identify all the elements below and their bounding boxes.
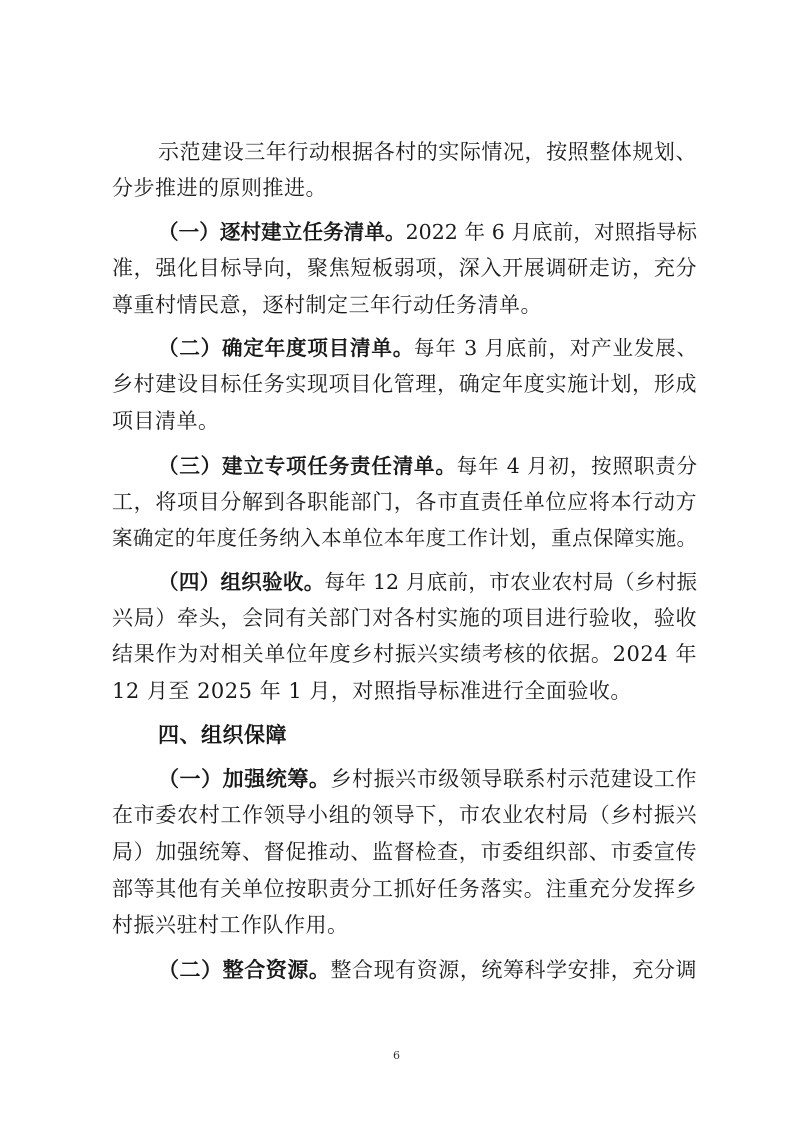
text-line-last: 村振兴驻村工作队作用。 xyxy=(112,913,349,937)
section-subheading: （四）组织验收。 xyxy=(158,570,325,594)
section-heading: 四、组织保障 xyxy=(158,723,287,747)
text-line: 局）加强统筹、督促推动、监督检查，市委组织部、市委宣传 xyxy=(112,840,697,864)
paragraph-first-line xyxy=(158,451,697,481)
paragraph-first-line xyxy=(158,333,697,363)
paragraph-text: 整合现有资源，统筹科学安排，充分调 xyxy=(330,958,697,982)
text-line: 在市委农村工作领导小组的领导下，市农业农村局（乡村振兴 xyxy=(112,803,697,827)
text-line: 兴局）牵头，会同有关部门对各村实施的项目进行验收，验收 xyxy=(112,606,697,630)
paragraph-first-line xyxy=(158,764,697,794)
section-subheading: （二）整合资源。 xyxy=(158,958,331,982)
paragraph-text: 2022 年 6 月底前，对照指导标 xyxy=(405,220,698,244)
paragraph-first-line xyxy=(158,217,697,247)
text-line: 案确定的年度任务纳入本单位本年度工作计划，重点保障实施。 xyxy=(112,526,697,550)
paragraph-text: 每年 3 月底前，对产业发展、 xyxy=(414,336,698,360)
text-line: 结果作为对相关单位年度乡村振兴实绩考核的依据。2024 年 xyxy=(112,642,697,666)
section-subheading: （二）确定年度项目清单。 xyxy=(158,336,415,360)
text-line: 准，强化目标导向，聚焦短板弱项，深入开展调研走访，充分 xyxy=(112,256,697,280)
section-subheading: （一）逐村建立任务清单。 xyxy=(158,220,406,244)
text-line: 乡村建设目标任务实现项目化管理，确定年度实施计划，形成 xyxy=(112,372,697,396)
text-line: 示范建设三年行动根据各村的实际情况，按照整体规划、 xyxy=(158,140,697,164)
text-line-last: 项目清单。 xyxy=(112,409,220,433)
paragraph-text: 每年 4 月初，按照职责分 xyxy=(456,454,697,478)
text-line-last: 12 月至 2025 年 1 月，对照指导标准进行全面验收。 xyxy=(112,679,632,703)
text-line-last: 分步推进的原则推进。 xyxy=(112,176,327,200)
page-number: 6 xyxy=(393,1049,400,1062)
text-line: 部等其他有关单位按职责分工抓好任务落实。注重充分发挥乡 xyxy=(112,877,697,901)
section-subheading: （三）建立专项任务责任清单。 xyxy=(158,454,457,478)
paragraph-text: 每年 12 月底前，市农业农村局（乡村振 xyxy=(324,570,698,594)
paragraph-text: 乡村振兴市级领导联系村示范建设工作 xyxy=(330,767,697,791)
text-line: 工，将项目分解到各职能部门，各市直责任单位应将本行动方 xyxy=(112,490,697,514)
section-subheading: （一）加强统筹。 xyxy=(158,767,331,791)
paragraph-first-line xyxy=(158,567,697,597)
text-line-last: 尊重村情民意，逐村制定三年行动任务清单。 xyxy=(112,293,542,317)
paragraph-first-line xyxy=(158,955,697,985)
